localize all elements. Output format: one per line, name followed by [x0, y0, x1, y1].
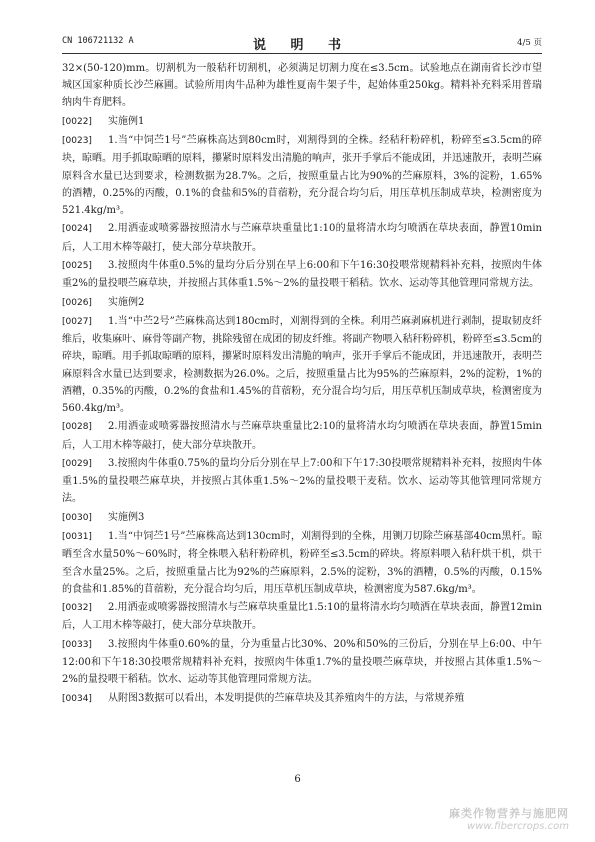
paragraph-text: 实施例2 [108, 296, 145, 308]
paragraph-text: 2.用洒壶或喷雾器按照清水与苎麻草块重量比2:10的量将清水均匀喷洒在草块表面，静置15min后，人工用木棒等敲打，使大部分草块散开。 [62, 421, 542, 451]
paragraph-number: [0031] [62, 532, 92, 543]
page-number: 6 [294, 774, 301, 785]
paragraph-text: 2.用洒壶或喷雾器按照清水与苎麻草块重量比1.5:10的量将清水均匀喷洒在草块表面，静置12min后，人工用木棒等敲打，使大部分草块散开。 [62, 602, 542, 632]
paragraph [62, 509, 542, 527]
paragraph-number: [0028] [62, 422, 92, 433]
paragraph [62, 313, 542, 417]
paragraph-text: 32×(50-120)mm。切割机为一般秸秆切割机，必须满足切割力度在≤3.5cm。试验地点在湖南省长沙市望城区国家种质长沙苎麻圃。试验所用肉牛品种为雄性夏南牛架子牛，起始体重250kg。精料补充料采用普瑞纳肉牛育肥料。 [62, 63, 542, 109]
paragraph-number: [0034] [62, 693, 92, 704]
paragraph [62, 294, 542, 312]
watermark-url: www.fibercrops.com [467, 821, 569, 832]
paragraph-number: [0022] [62, 116, 92, 127]
paragraph-number: [0029] [62, 458, 92, 469]
paragraph-number: [0030] [62, 512, 92, 523]
site-watermark [449, 805, 569, 832]
patent-number: CN 106721132 A [62, 36, 134, 46]
paragraph-text: 1.当“中饲苎1号”苎麻株高达到130cm时，刈割得到的全株，用铡刀切除苎麻基部40cm黑杆。晾晒至含水量50%～60%时，将全株喂入秸秆粉碎机，粉碎至≤3.5cm的碎块。将原料喂入秸秆烘干机，烘干至含水量25%。之后，按照重量占比为92%的苎麻原料，2.5%的淀粉，3%的酒糟，0.5%的丙酸，0.15%的食盐和1.85%的苜蓿粉，充分混合均匀后，用压草机压制成草块，检测密度为587.6kg/m³。 [62, 531, 542, 595]
paragraph-text: 3.按照肉牛体重0.60%的量，分为重量占比30%、20%和50%的三份后，分别在早上6:00、中午12:00和下午18:30投喂常规精料补充料，按照肉牛体重1.7%的量投喂苎麻草块，并按照占其体重1.5%～2%的量投喂干稻秸。饮水、运动等其他管理同常规方法。 [62, 638, 542, 686]
paragraph [62, 599, 542, 634]
paragraph-text: 从附图3数据可以看出，本发明提供的苎麻草块及其养殖肉牛的方法，与常规养殖 [108, 692, 465, 704]
header-rule [62, 53, 542, 54]
page-header [62, 34, 542, 53]
paragraph-number: [0023] [62, 136, 92, 147]
paragraph-text: 3.按照肉牛体重0.5%的量均分后分别在早上6:00和下午16:30投喂常规精料补充料，按照肉牛体重2%的量投喂苎麻草块，并按照占其体重1.5%～2%的量投喂干稻秸。饮水、运动等其他管理同常规方法。 [62, 259, 542, 290]
paragraph-number: [0032] [62, 603, 92, 614]
paragraph-text: 2.用洒壶或喷雾器按照清水与苎麻草块重量比1:10的量将清水均匀喷洒在草块表面，静置10min后，人工用木棒等敲打，使大部分草块散开。 [62, 223, 542, 253]
paragraph [62, 257, 542, 292]
paragraph-text: 实施例1 [108, 115, 145, 127]
paragraph [62, 418, 542, 453]
paragraph [62, 132, 542, 219]
paragraph [62, 60, 542, 112]
document-title: 说 明 书 [252, 38, 352, 53]
paragraph-text: 1.当“中苎2号”苎麻株高达到180cm时，刈割得到的全株。利用苎麻剥麻机进行剥制，提取韧皮纤维后，收集麻叶、麻骨等副产物，挑除残留在成团的韧皮纤维。将副产物喂入秸秆粉碎机，粉碎至≤3.5cm的碎块，晾晒。用手抓取晾晒的原料，攥紧时原料发出清脆的响声，张开手掌后不能成团，并迅速散开，表明苎麻原料含水量已达到要求，检测数据为26.0%。之后，按照重量占比为95%的苎麻原料，2%的淀粉，1%的酒糟，0.35%的丙酸，0.2%的食盐和1.45%的苜蓿粉，充分混合均匀后，用压草机压制成草块，检测密度为560.4kg/m³。 [62, 315, 542, 414]
paragraph-number: [0025] [62, 260, 92, 271]
watermark-name: 麻类作物营养与施肥网 [449, 807, 569, 820]
paragraph-number: [0033] [62, 639, 92, 650]
paragraph-text: 实施例3 [108, 511, 145, 523]
paragraph [62, 528, 542, 598]
paragraph [62, 113, 542, 131]
paragraph [62, 636, 542, 689]
paragraph-text: 3.按照肉牛体重0.75%的量均分后分别在早上7:00和下午17:30投喂常规精料补充料，按照肉牛体重1.5%的量投喂苎麻草块，并按照占其体重1.5%～2%的量投喂干麦秸。饮水、运动等其他管理同常规方法。 [62, 457, 542, 505]
page-of-count: 4/5 页 [517, 38, 542, 48]
paragraph-number: [0027] [62, 316, 92, 327]
paragraph [62, 690, 542, 708]
paragraph [62, 455, 542, 508]
paragraph-number: [0024] [62, 224, 92, 235]
paragraph [62, 220, 542, 255]
paragraph-text: 1.当“中饲苎1号”苎麻株高达到80cm时，刈割得到的全株。经秸秆粉碎机，粉碎至≤3.5cm的碎块，晾晒。用手抓取晾晒的原料，攥紧时原料发出清脆的响声，张开手掌后不能成团，并迅速散开，表明苎麻原料含水量已达到要求，检测数据为28.7%。之后，按照重量占比为90%的苎麻原料，3%的淀粉，1.65%的酒糟，0.25%的丙酸，0.1%的食盐和5%的苜蓿粉，充分混合均匀后，用压草机压制成草块，检测密度为521.4kg/m³。 [62, 135, 542, 216]
document-body [62, 60, 542, 709]
paragraph-number: [0026] [62, 297, 92, 308]
